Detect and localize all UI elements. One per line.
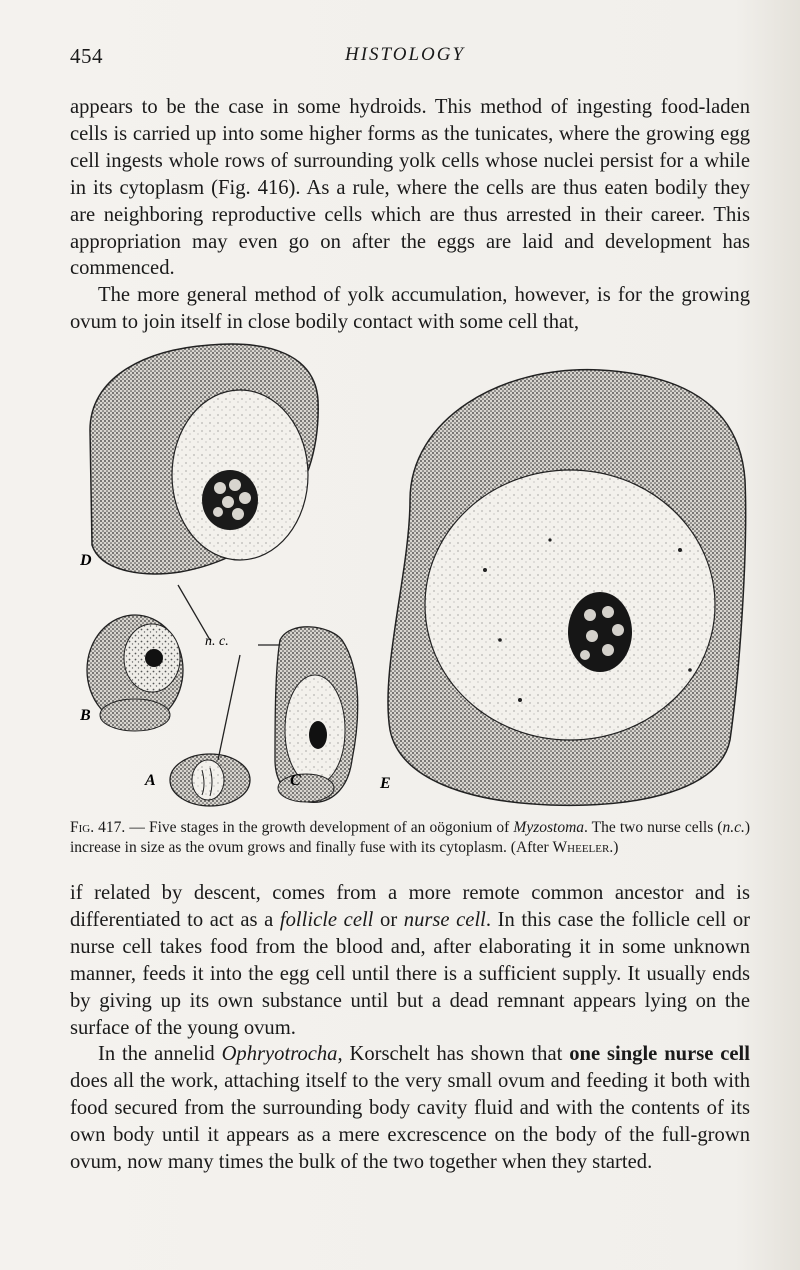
paragraph-follicle-text-b: or <box>373 908 404 931</box>
paragraph-yolk-accumulation: The more general method of yolk accumulation, however, is for the growing ovum to join itself in close bodily contact with some cell that, <box>70 284 750 334</box>
stage-d-cell <box>90 344 318 574</box>
term-follicle-cell: follicle cell <box>279 908 374 931</box>
caption-text-2: . The two nurse cells ( <box>584 819 723 836</box>
genus-ophryotrocha: Ophryotrocha <box>221 1043 338 1066</box>
page-number: 454 <box>70 44 103 68</box>
stage-c-cell <box>275 627 358 803</box>
pointer-lines <box>178 585 280 760</box>
paragraph-follicle-cell <box>70 880 750 1041</box>
term-nurse-cell: nurse cell <box>403 908 486 931</box>
paragraph-ophryotrocha-text-b: , Korschelt has shown that <box>337 1043 570 1066</box>
paragraph-continued: appears to be the case in some hydroids. This method of ingesting food-laden cells is carried up into some higher forms as the tunicates, where the growing egg cell ingests whole rows of surrounding yolk cells whose nuclei persist for a while in its cytoplasm (Fig. 416). As a rule, where the cells are thus eaten bodily they are neighboring reproductive cells which are thus arrested in their career. This appropriation may even go on after the eggs are laid and development has commenced. <box>70 96 750 280</box>
caption-text-4: .) <box>609 838 619 856</box>
label-nurse-cells: n. c. <box>205 634 229 649</box>
stage-b-cell <box>87 615 183 731</box>
label-a: A <box>145 772 156 789</box>
caption-abbr: n.c. <box>722 819 745 836</box>
stage-e-cell <box>388 370 746 806</box>
paragraph-ophryotrocha-text-a: In the annelid <box>98 1043 222 1066</box>
figure-caption <box>70 818 750 857</box>
label-c: C <box>290 772 301 789</box>
paragraph-ophryotrocha-text-c: does all the work, attaching itself to the very small ovum and feeding it both with food secured from the surrounding body cavity fluid and with the contents of its own body until it appears as a mere excrescence on the body of the full-grown ovum, now many times the bulk of the two together when they started. <box>70 1070 750 1174</box>
paragraph-follicle-text-c: . In this case the follicle cell or nurse cell takes food from the blood and, after elaborating it in some unknown manner, feeds it into the egg cell until there is a sufficient supply. It usually ends by giving up its own substance until but a dead remnant appears lying on the surface of the young ovum. <box>70 908 750 1039</box>
top-text-block <box>70 94 750 336</box>
caption-text-1: Five stages in the growth development of an oögonium of <box>148 819 514 836</box>
label-b: B <box>80 707 91 724</box>
stage-a-cell <box>170 754 250 806</box>
running-head: HISTOLOGY <box>345 44 466 65</box>
caption-text-3: ) increase in size as the ovum grows and finally fuse with its cytoplasm. (After <box>70 819 751 856</box>
figure-417-myzostoma-oogonium <box>80 340 750 810</box>
bottom-text-block <box>70 880 750 1176</box>
paragraph-follicle-text-a: if related by descent, comes from a more remote common ancestor and is differentiated to act as a <box>70 882 750 931</box>
caption-author: Wheeler <box>552 838 610 856</box>
caption-genus: Myzostoma <box>513 819 585 836</box>
caption-fig-label: Fig. 417. <box>70 819 126 836</box>
label-d: D <box>80 552 92 569</box>
caption-dash: — <box>125 819 149 836</box>
paragraph-ophryotrocha <box>70 1041 750 1176</box>
bold-one-single-nurse-cell: one single nurse cell <box>569 1043 750 1066</box>
label-e: E <box>380 775 391 792</box>
